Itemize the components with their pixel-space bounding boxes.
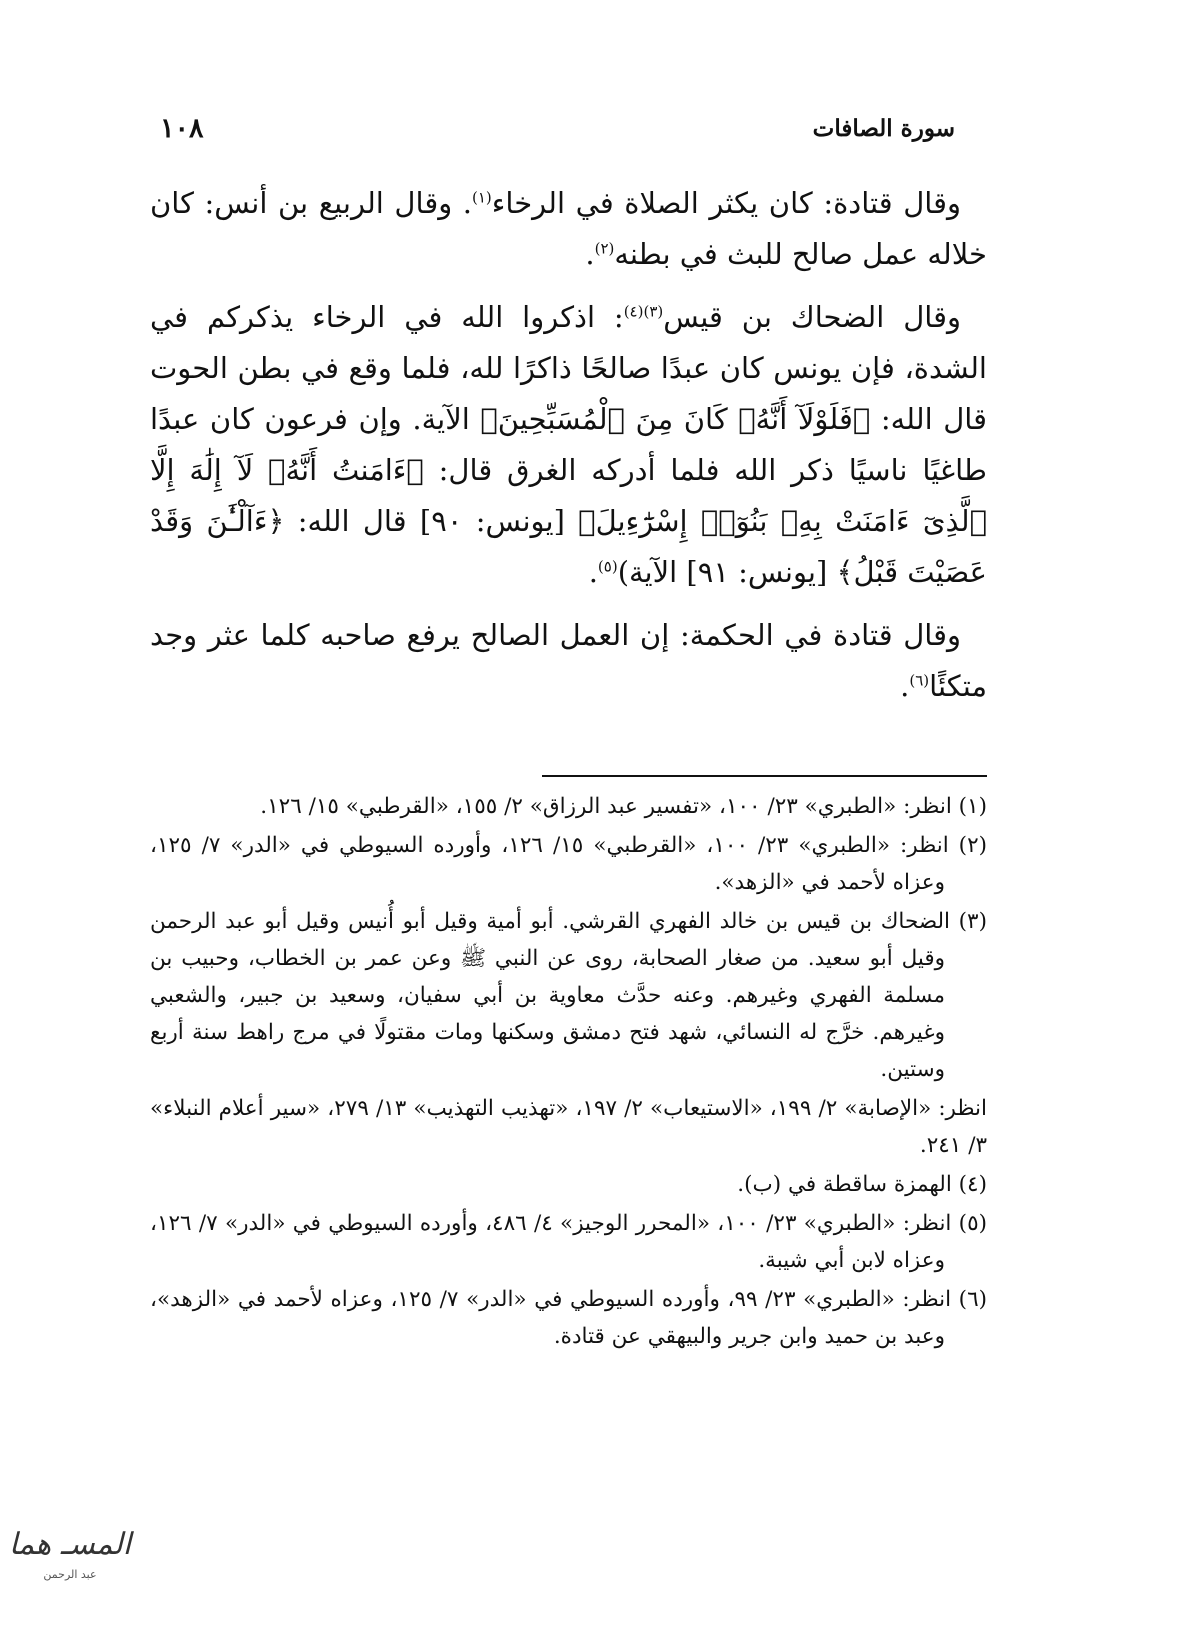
main-text-segment: .: [900, 669, 910, 703]
footnote: (٤) الهمزة ساقطة في (ب).: [737, 1172, 987, 1197]
main-text-segment: . وقال الربيع بن أنس: كان خلاله عمل صالح للبث في بطنه: [150, 186, 987, 271]
main-text-segment: .: [588, 555, 598, 589]
footnote-reference: (٥): [597, 557, 618, 576]
main-text-segment: وقال قتادة: كان يكثر الصلاة في الرخاء: [491, 186, 961, 220]
main-text: [150, 178, 987, 724]
main-paragraph: [150, 178, 987, 280]
footnote: (٣) الضحاك بن قيس بن خالد الفهري القرشي. أبو أمية وقيل أبو أُنيس وقيل أبو عبد الرحمن وقيل أبو سعيد. من صغار الصحابة، روى عن النبي ﷺ وعن عمر بن الخطاب، وحبيب بن مسلمة الفهري وغيرهم. وعنه حدَّث معاوية بن أبي سفيان، وسعيد بن جبير، والشعبي وغيرهم. خرَّج له النسائي، شهد فتح دمشق وسكنها ومات مقتولًا في مرج راهط سنة أربع وستين.: [150, 909, 987, 1082]
footnotes: [150, 788, 987, 1357]
footnote-sources: انظر: «الإصابة» ٢/ ١٩٩، «الاستيعاب» ٢/ ١٩٧، «تهذيب التهذيب» ١٣/ ٢٧٩، «سير أعلام النبلاء» ٣/ ٢٤١.: [150, 1096, 988, 1158]
footnote: (٦) انظر: «الطبري» ٢٣/ ٩٩، وأورده السيوطي في «الدر» ٧/ ١٢٥، وعزاه لأحمد في «الزهد»، وعبد بن حميد وابن جرير والبيهقي عن قتادة.: [150, 1287, 988, 1349]
footnote-separator: [542, 775, 987, 777]
main-text-segment: وقال الضحاك بن قيس: [663, 300, 961, 334]
watermark-main-text: المسـ هما: [8, 1527, 132, 1562]
main-paragraph: [150, 292, 987, 598]
footnote: (٢) انظر: «الطبري» ٢٣/ ١٠٠، «القرطبي» ١٥/ ١٢٦، وأورده السيوطي في «الدر» ٧/ ١٢٥، وعزاه لأحمد في «الزهد».: [150, 833, 988, 895]
watermark-small-text: عبد الرحمن: [43, 1568, 97, 1581]
page-number: ١٠٨: [160, 112, 204, 144]
footnote-reference: (١): [472, 188, 492, 207]
running-title: سورة الصافات: [812, 114, 955, 142]
watermark-logo: [6, 1510, 134, 1588]
footnote-reference: (٦): [909, 671, 930, 690]
page-header: [160, 108, 955, 148]
main-paragraph: [150, 610, 987, 712]
footnote-reference: (٢): [594, 239, 615, 258]
main-text-segment: وقال قتادة في الحكمة: إن العمل الصالح يرفع صاحبه كلما عثر وجد متكئًا: [150, 618, 987, 703]
footnote-reference: (٣)(٤): [623, 302, 664, 321]
footnote: (١) انظر: «الطبري» ٢٣/ ١٠٠، «تفسير عبد الرزاق» ٢/ ١٥٥، «القرطبي» ١٥/ ١٢٦.: [260, 794, 987, 819]
footnote: (٥) انظر: «الطبري» ٢٣/ ١٠٠، «المحرر الوجيز» ٤/ ٤٨٦، وأورده السيوطي في «الدر» ٧/ ١٢٦، وعزاه لابن أبي شيبة.: [150, 1211, 988, 1273]
main-text-segment: .: [585, 237, 595, 271]
main-text-segment: : اذكروا الله في الرخاء يذكركم في الشدة، فإن يونس كان عبدًا صالحًا ذاكرًا لله، فلما وقع في بطن الحوت قال الله: ﴿فَلَوْلَآ أَنَّهُۥ كَانَ مِنَ ٱلْمُسَبِّحِينَ﴾ الآية. وإن فرعون كان عبدًا طاغيًا ناسيًا ذكر الله فلما أدركه الغرق قال: ﴿ءَامَنتُ أَنَّهُۥ لَآ إِلَٰهَ إِلَّا ٱلَّذِىٓ ءَامَنَتْ بِهِۦ بَنُوٓا۟ إِسْرَٰٓءِيلَ﴾ [يونس: ٩٠] قال الله: ﴿ءَآلْـَٰٔنَ وَقَدْ عَصَيْتَ قَبْلُ﴾ [يونس: ٩١] الآية): [150, 300, 988, 589]
